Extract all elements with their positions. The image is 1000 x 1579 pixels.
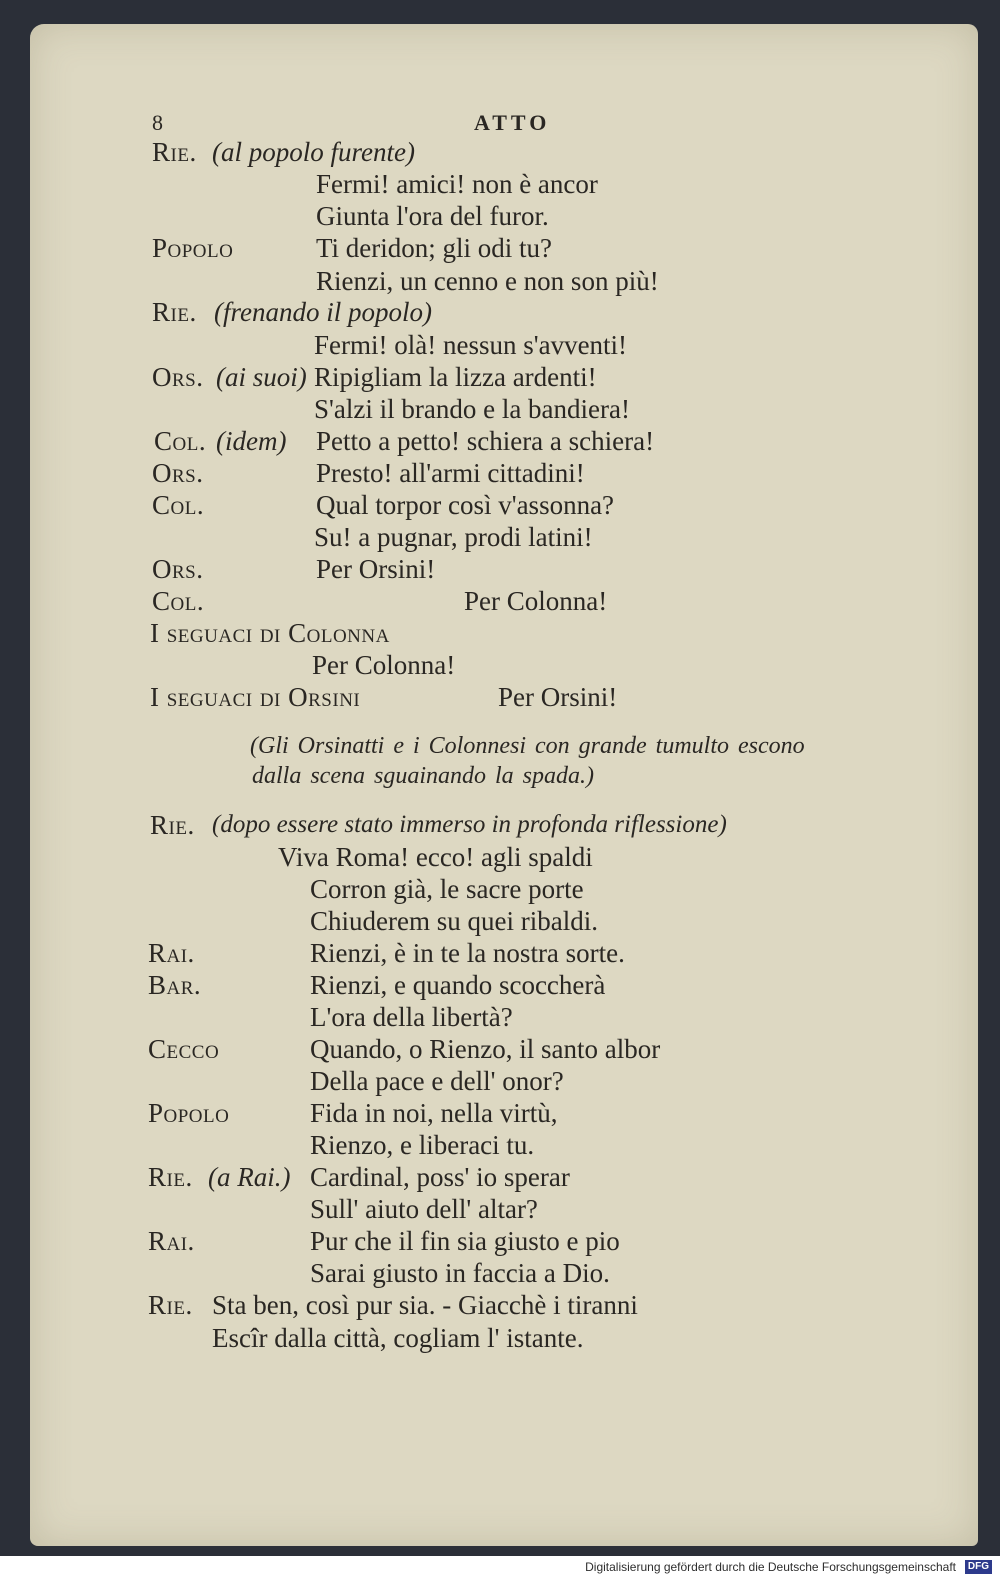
speaker-name: Popolo	[152, 233, 234, 263]
libretto-line	[30, 648, 978, 682]
libretto-line	[30, 808, 978, 842]
verse-text: Per Orsini!	[316, 554, 436, 584]
libretto-line	[30, 1321, 978, 1355]
stage-direction: (dopo essere stato immerso in profonda riflessione)	[212, 811, 727, 838]
libretto-line	[30, 1224, 978, 1258]
verse-text: Sarai giusto in faccia a Dio.	[310, 1258, 610, 1288]
libretto-line	[30, 584, 978, 618]
verse-text: Per Colonna!	[312, 650, 456, 680]
speaker-name: Ors.	[152, 362, 204, 392]
verse-text: Rienzo, e liberaci tu.	[310, 1130, 535, 1160]
libretto-line	[30, 840, 978, 874]
speaker-name: Rie.	[152, 297, 197, 327]
verse-text: Sull' aiuto dell' altar?	[310, 1194, 538, 1224]
speaker-name: Ors.	[152, 458, 204, 488]
stage-direction: (a Rai.)	[208, 1162, 291, 1192]
speaker-name: I seguaci di Orsini	[150, 682, 361, 712]
libretto-line	[30, 231, 978, 265]
libretto-line	[30, 1192, 978, 1226]
verse-text: Della pace e dell' onor?	[310, 1066, 564, 1096]
libretto-line	[30, 328, 978, 362]
libretto-line	[30, 360, 978, 394]
verse-text: Su! a pugnar, prodi latini!	[314, 522, 593, 552]
speaker-name: Rie.	[148, 1290, 193, 1320]
verse-text: Petto a petto! schiera a schiera!	[316, 426, 655, 456]
libretto-line	[30, 167, 978, 201]
verse-text: Qual torpor così v'assonna?	[316, 490, 615, 520]
libretto-line	[30, 135, 978, 169]
speaker-name: Cecco	[148, 1034, 220, 1064]
verse-text: Per Colonna!	[464, 586, 608, 616]
libretto-line	[30, 424, 978, 458]
libretto-line	[30, 488, 978, 522]
speaker-name: Col.	[152, 586, 205, 616]
verse-text: Fermi! olà! nessun s'avventi!	[314, 330, 628, 360]
verse-text: Viva Roma! ecco! agli spaldi	[278, 842, 593, 872]
verse-text: Sta ben, così pur sia. - Giacchè i tiranni	[212, 1290, 638, 1320]
libretto-line	[30, 616, 978, 650]
verse-text: Ripigliam la lizza ardenti!	[314, 362, 597, 392]
verse-text: Pur che il fin sia giusto e pio	[310, 1226, 620, 1256]
stage-direction: (Gli Orsinatti e i Colonnesi con grande tumulto escono	[250, 733, 805, 759]
libretto-line	[30, 456, 978, 490]
speaker-name: Rie.	[152, 137, 197, 167]
verse-text: L'ora della libertà?	[310, 1002, 513, 1032]
libretto-line	[30, 936, 978, 970]
libretto-line	[30, 1256, 978, 1290]
verse-text: Rienzi, è in te la nostra sorte.	[310, 938, 625, 968]
verse-text: Rienzi, un cenno e non son più!	[316, 266, 659, 296]
stage-direction-block	[30, 759, 978, 793]
libretto-line	[30, 520, 978, 554]
libretto-line	[30, 680, 978, 714]
libretto-line	[30, 1000, 978, 1034]
verse-text: Escîr dalla città, cogliam l' istante.	[212, 1323, 584, 1353]
verse-text: Chiuderem su quei ribaldi.	[310, 906, 598, 936]
libretto-line	[30, 1128, 978, 1162]
verse-text: S'alzi il brando e la bandiera!	[314, 394, 630, 424]
speaker-name: Rie.	[148, 1162, 193, 1192]
book-page	[30, 24, 978, 1546]
libretto-line	[30, 1064, 978, 1098]
funding-credit: Digitalisierung gefördert durch die Deutsche Forschungsgemeinschaft	[585, 1560, 956, 1574]
speaker-name: Bar.	[148, 970, 202, 1000]
speaker-name: Popolo	[148, 1098, 230, 1128]
libretto-line	[30, 968, 978, 1002]
dfg-logo: DFG	[965, 1560, 992, 1574]
verse-text: Fida in noi, nella virtù,	[310, 1098, 558, 1128]
verse-text: Presto! all'armi cittadini!	[316, 458, 585, 488]
libretto-line	[30, 872, 978, 906]
verse-text: Cardinal, poss' io sperar	[310, 1162, 570, 1192]
libretto-line	[30, 1160, 978, 1194]
libretto-line	[30, 1288, 978, 1322]
stage-direction-block	[30, 729, 978, 763]
stage-direction: (ai suoi)	[216, 362, 307, 392]
stage-direction: (frenando il popolo)	[214, 297, 432, 327]
speaker-name: Col.	[154, 426, 207, 456]
verse-text: Corron già, le sacre porte	[310, 874, 584, 904]
verse-text: Per Orsini!	[498, 682, 618, 712]
libretto-line	[30, 1096, 978, 1130]
page-heading: ATTO	[474, 110, 551, 135]
libretto-line	[30, 295, 978, 329]
verse-text: Giunta l'ora del furor.	[316, 201, 549, 231]
speaker-name: Rie.	[150, 810, 195, 840]
verse-text: Rienzi, e quando scoccherà	[310, 970, 606, 1000]
speaker-name: Rai.	[148, 1226, 195, 1256]
verse-text: Fermi! amici! non è ancor	[316, 169, 598, 199]
footer-bar	[0, 1556, 1000, 1579]
libretto-line	[30, 264, 978, 298]
libretto-line	[30, 1032, 978, 1066]
verse-text: Quando, o Rienzo, il santo albor	[310, 1034, 661, 1064]
libretto-line	[30, 552, 978, 586]
speaker-name: Rai.	[148, 938, 195, 968]
verse-text: Ti deridon; gli odi tu?	[316, 233, 553, 263]
libretto-line	[30, 199, 978, 233]
libretto-line	[30, 904, 978, 938]
stage-direction: dalla scena sguainando la spada.)	[252, 763, 594, 789]
libretto-line	[30, 392, 978, 426]
speaker-name: I seguaci di Colonna	[150, 618, 390, 648]
page-number: 8	[152, 110, 163, 135]
speaker-name: Ors.	[152, 554, 204, 584]
stage-direction: (al popolo furente)	[212, 137, 415, 167]
speaker-name: Col.	[152, 490, 205, 520]
stage-direction: (idem)	[216, 426, 287, 456]
